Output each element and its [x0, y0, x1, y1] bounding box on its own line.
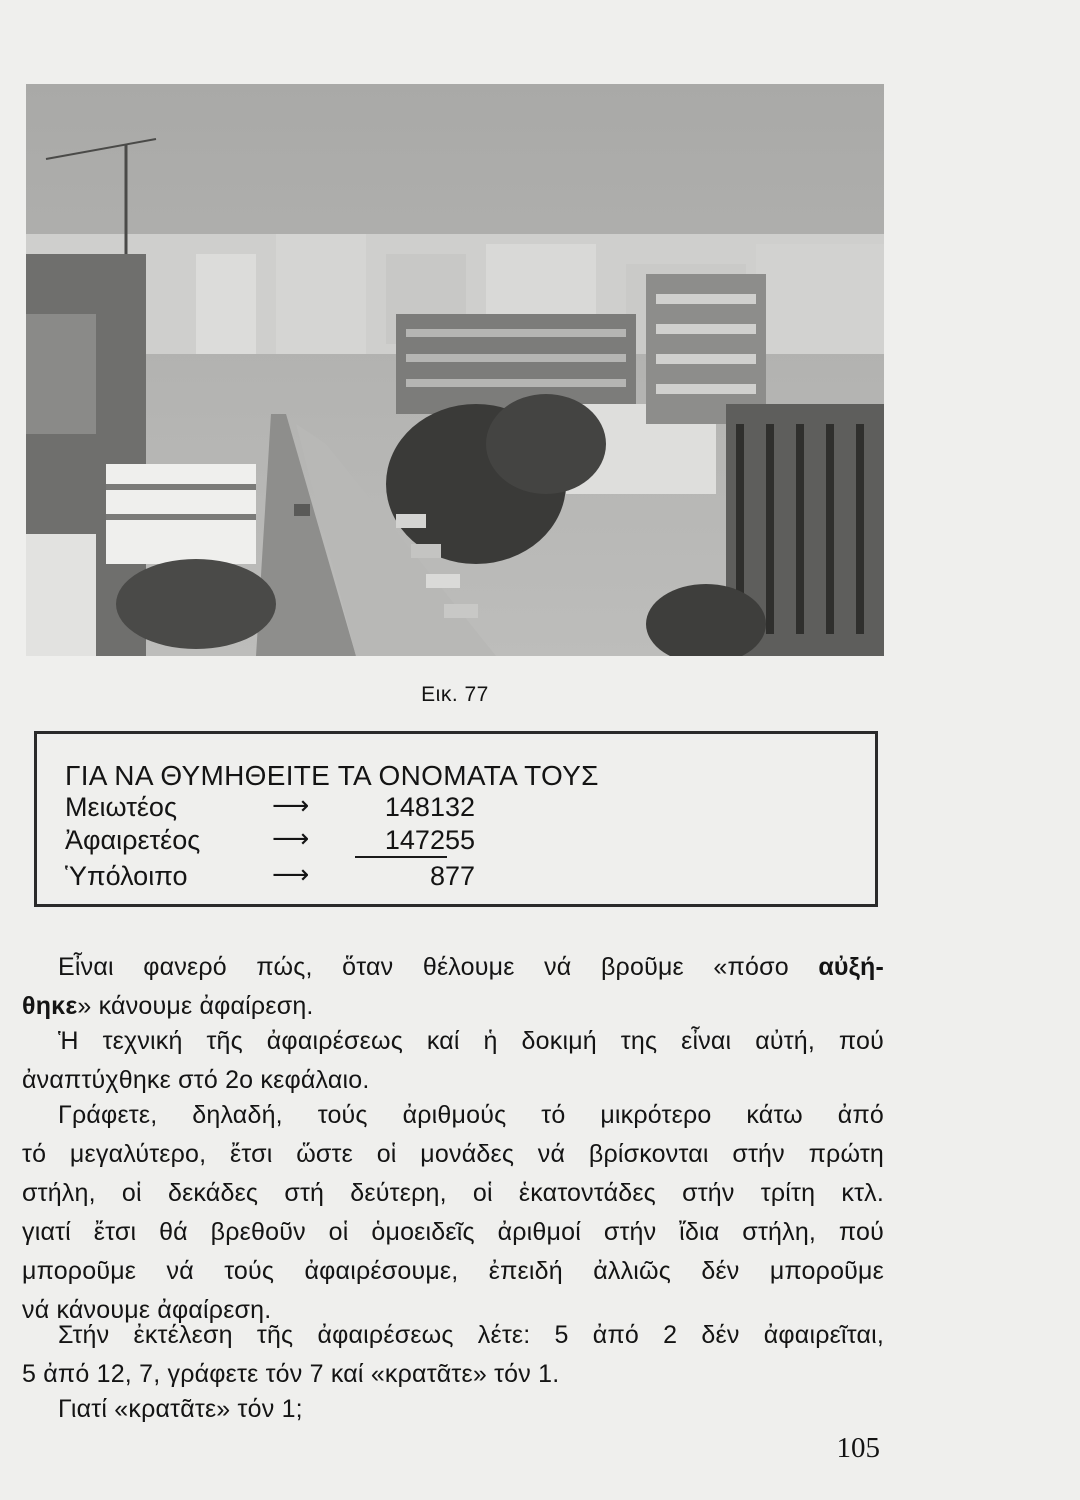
text-line: γιατί ἔτσι θά βρεθοῦν οἱ ὁμοειδεῖς ἀριθμοί στήν ἴδια στήλη, πού: [22, 1218, 884, 1246]
term-value: 147255: [384, 825, 475, 855]
term-row-remainder: [65, 861, 585, 893]
term-name: Ἀφαιρετέος: [65, 825, 201, 855]
bold-term: αὐξή-: [818, 953, 884, 981]
city-street-photo: [26, 84, 884, 656]
arrow-icon: ⟶: [272, 859, 310, 889]
text-line: 5 ἀπό 12, 7, γράφετε τόν 7 καί «κρατᾶτε» τόν 1.: [22, 1360, 560, 1388]
text-line: νά κάνουμε ἀφαίρεση.: [22, 1296, 272, 1324]
paragraph-4: [22, 1316, 884, 1394]
arrow-icon: ⟶: [272, 790, 310, 820]
paragraph-1: [22, 948, 884, 1026]
text-line: μποροῦμε νά τούς ἀφαιρέσουμε, ἐπειδή ἀλλιῶς δέν μποροῦμε: [22, 1257, 884, 1285]
term-value: 877: [429, 861, 475, 891]
text-line: [22, 987, 884, 1026]
term-name: Μειωτέος: [65, 792, 177, 822]
text-line: Γράφετε, δηλαδή, τούς ἀριθμούς τό μικρότερο κάτω ἀπό: [58, 1101, 884, 1129]
paragraph-3: [22, 1096, 884, 1330]
text-line: [22, 948, 884, 987]
page-number: 105: [836, 1432, 880, 1464]
paragraph-2: [22, 1022, 884, 1100]
paragraph-5: [22, 1390, 884, 1429]
term-row-subtrahend: [65, 825, 585, 857]
text-line: Ἡ τεχνική τῆς ἀφαιρέσεως καί ἡ δοκιμή της εἶναι αὐτή, πού: [58, 1027, 884, 1055]
figure-caption: Εικ. 77: [421, 683, 489, 706]
arrow-icon: ⟶: [272, 823, 310, 853]
text-line: Γιατί «κρατᾶτε» τόν 1;: [58, 1395, 303, 1423]
text-line: Στήν ἐκτέλεση τῆς ἀφαιρέσεως λέτε: 5 ἀπό 2 δέν ἀφαιρεῖται,: [58, 1321, 884, 1349]
subtraction-line: [355, 856, 447, 858]
text-line: ἀναπτύχθηκε στό 2ο κεφάλαιο.: [22, 1066, 370, 1094]
terminology-box: [34, 731, 878, 907]
term-value: 148132: [384, 792, 475, 822]
text-line: στήλη, οἱ δεκάδες στή δεύτερη, οἱ ἑκατοντάδες στήν τρίτη κτλ.: [22, 1179, 884, 1207]
box-title: ΓΙΑ ΝΑ ΘΥΜΗΘΕΙΤΕ ΤΑ ΟΝΟΜΑΤΑ ΤΟΥΣ: [65, 760, 599, 791]
bold-term: θηκε: [22, 992, 78, 1020]
text-span: Εἶναι φανερό πώς, ὅταν θέλουμε νά βροῦμε «πόσο: [58, 953, 819, 981]
photo-illustration: [26, 84, 884, 656]
term-row-minuend: [65, 792, 585, 824]
text-span: » κάνουμε ἀφαίρεση.: [77, 992, 314, 1020]
text-line: τό μεγαλύτερο, ἔτσι ὥστε οἱ μονάδες νά βρίσκονται στήν πρώτη: [22, 1140, 884, 1168]
term-name: Ὑπόλοιπο: [65, 861, 188, 891]
